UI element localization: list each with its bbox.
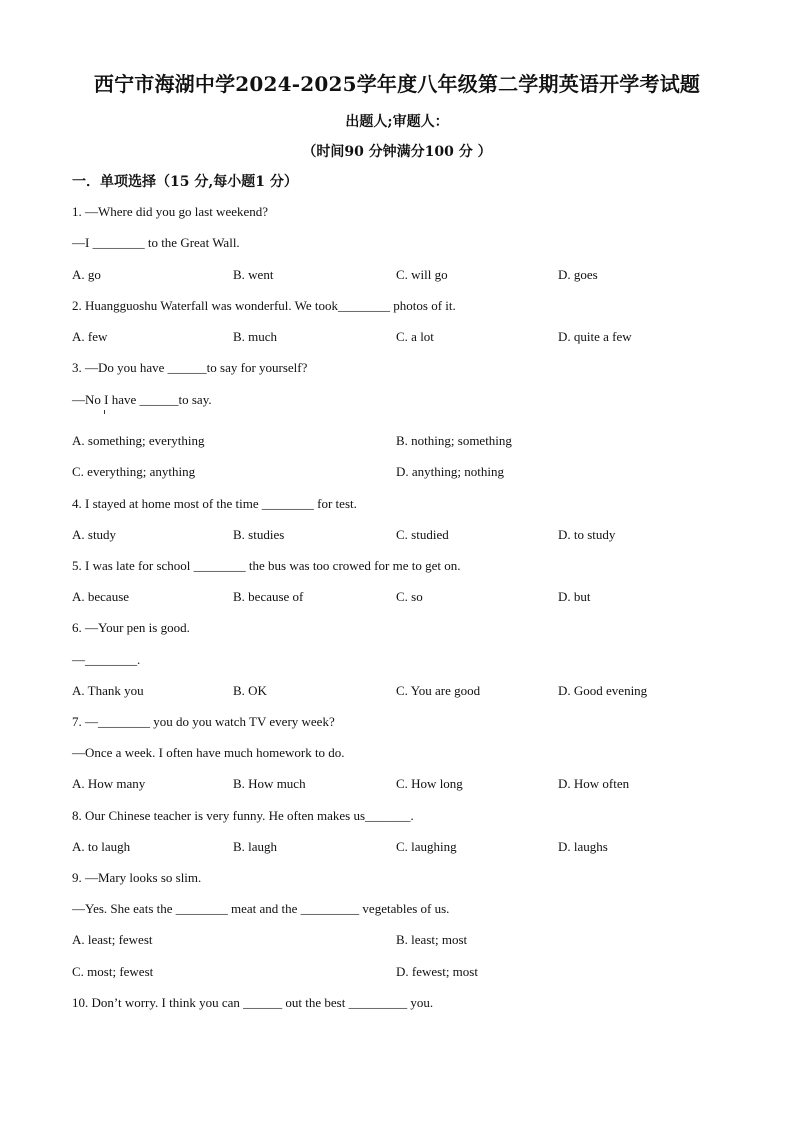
question-2-option-b: B. much <box>233 329 278 344</box>
question-5-option-b: B. because of <box>233 589 304 604</box>
exam-title: 西宁市海湖中学2024-2025学年度八年级第二学期英语开学考试题 <box>93 72 701 96</box>
question-1-option-d: D. goes <box>558 267 598 282</box>
question-9-option-a: A. least; fewest <box>72 932 153 947</box>
question-9-option-c: C. most; fewest <box>72 964 154 979</box>
question-9-stem: 9. —Mary looks so slim. <box>72 870 202 885</box>
question-2-stem: 2. Huangguoshu Waterfall was wonderful. We took________ photos of it. <box>72 298 456 313</box>
question-1-answer-line: —I ________ to the Great Wall. <box>72 235 240 250</box>
question-7-option-b: B. How much <box>233 776 306 791</box>
question-1-stem: 1. —Where did you go last weekend? <box>72 204 269 219</box>
question-6-option-d: D. Good evening <box>558 683 648 698</box>
question-8-option-d: D. laughs <box>558 839 608 854</box>
question-3-option-b: B. nothing; something <box>396 433 512 448</box>
comma-mark <box>104 410 105 414</box>
question-2-option-c: C. a lot <box>396 329 434 344</box>
section-heading: 一．单项选择（15 分,每小题1 分） <box>72 174 298 190</box>
question-8-option-a: A. to laugh <box>72 839 131 854</box>
question-6-stem: 6. —Your pen is good. <box>72 620 190 635</box>
question-4-option-a: A. study <box>72 527 117 542</box>
question-6-option-b: B. OK <box>233 683 267 698</box>
question-8-stem: 8. Our Chinese teacher is very funny. He often makes us_______. <box>72 808 414 823</box>
question-1-option-b: B. went <box>233 267 274 282</box>
question-3-answer-line: —No I have ______to say. <box>72 392 212 407</box>
question-4-stem: 4. I stayed at home most of the time ________ for test. <box>72 496 357 511</box>
question-4-option-c: C. studied <box>396 527 449 542</box>
question-6-option-c: C. You are good <box>396 683 481 698</box>
question-8-option-c: C. laughing <box>396 839 457 854</box>
question-6-option-a: A. Thank you <box>72 683 144 698</box>
question-3-stem: 3. —Do you have ______to say for yourself? <box>72 360 308 375</box>
question-9-answer-line: —Yes. She eats the ________ meat and the _________ vegetables of us. <box>72 901 450 916</box>
question-9-option-b: B. least; most <box>396 932 468 947</box>
question-2-option-d: D. quite a few <box>558 329 632 344</box>
question-7-stem: 7. —________ you do you watch TV every week? <box>72 714 335 729</box>
question-4-option-b: B. studies <box>233 527 285 542</box>
question-3-option-a: A. something; everything <box>72 433 205 448</box>
question-7-option-a: A. How many <box>72 776 146 791</box>
question-7-option-c: C. How long <box>396 776 463 791</box>
question-7-option-d: D. How often <box>558 776 630 791</box>
question-1-option-a: A. go <box>72 267 101 282</box>
exam-authors: 出题人;审题人： <box>345 114 449 130</box>
question-7-answer-line: —Once a week. I often have much homework to do. <box>72 745 345 760</box>
question-5-option-d: D. but <box>558 589 591 604</box>
question-5-option-c: C. so <box>396 589 423 604</box>
exam-time-info: （时间90 分钟满分100 分 ） <box>302 144 492 160</box>
question-3-option-d: D. anything; nothing <box>396 464 504 479</box>
question-4-option-d: D. to study <box>558 527 616 542</box>
question-6-answer-line: —________. <box>72 652 141 667</box>
question-3-option-c: C. everything; anything <box>72 464 196 479</box>
question-10-stem: 10. Don’t worry. I think you can ______ out the best _________ you. <box>72 995 434 1010</box>
question-5-option-a: A. because <box>72 589 130 604</box>
question-8-option-b: B. laugh <box>233 839 278 854</box>
question-9-option-d: D. fewest; most <box>396 964 478 979</box>
question-1-option-c: C. will go <box>396 267 448 282</box>
question-2-option-a: A. few <box>72 329 108 344</box>
question-5-stem: 5. I was late for school ________ the bus was too crowed for me to get on. <box>72 558 461 573</box>
